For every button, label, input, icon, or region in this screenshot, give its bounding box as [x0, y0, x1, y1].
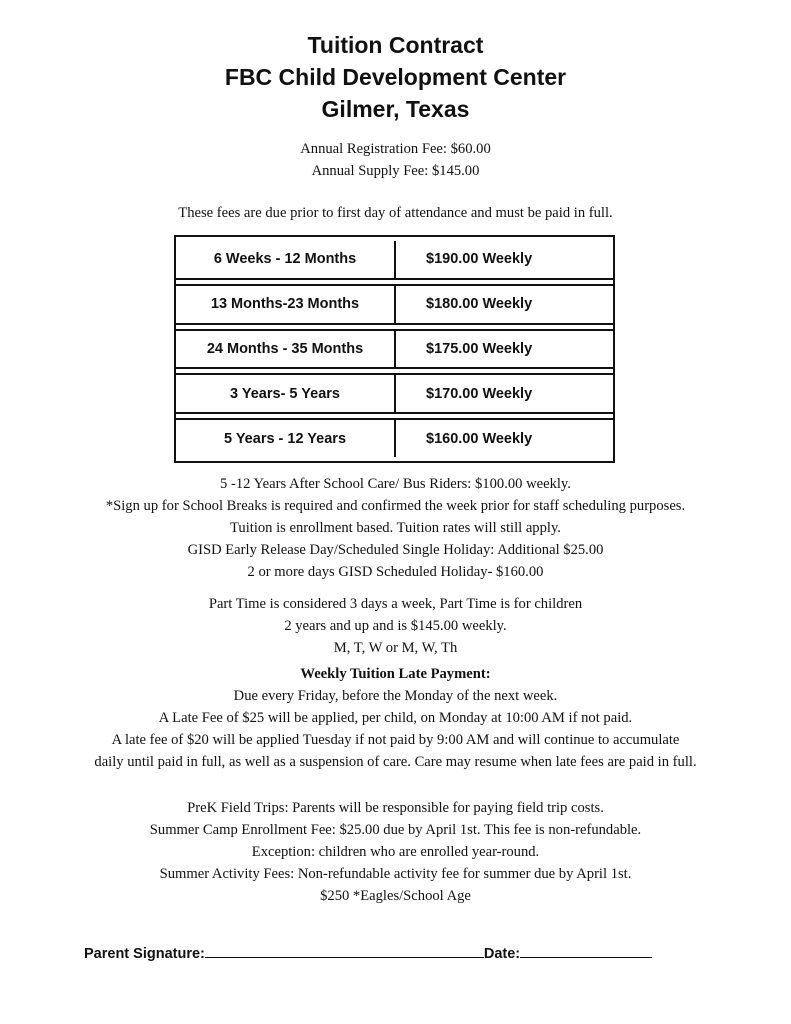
parent-signature-label: Parent Signature: — [84, 946, 205, 962]
table-row — [176, 418, 613, 457]
after-school-line: Tuition is enrollment based. Tuition rates will still apply. — [230, 520, 561, 536]
age-range-cell: 13 Months-23 Months — [176, 284, 396, 325]
extras-line: $250 *Eagles/School Age — [320, 888, 471, 904]
age-range-cell: 3 Years- 5 Years — [176, 373, 396, 414]
after-school-line: 2 or more days GISD Scheduled Holiday- $160.00 — [247, 564, 544, 580]
fees-due-note: These fees are due prior to first day of attendance and must be paid in full. — [178, 205, 613, 221]
weekly-rate-cell: $160.00 Weekly — [396, 418, 613, 457]
part-time-line: Part Time is considered 3 days a week, Part Time is for children — [208, 596, 583, 612]
part-time-line: 2 years and up and is $145.00 weekly. — [284, 618, 507, 634]
tuition-rate-table — [174, 235, 615, 463]
table-row — [176, 373, 613, 414]
after-school-line: *Sign up for School Breaks is required and confirmed the week prior for staff scheduling purposes. — [105, 498, 686, 514]
center-name: FBC Child Development Center — [224, 64, 567, 90]
late-payment-line: A Late Fee of $25 will be applied, per child, on Monday at 10:00 AM if not paid. — [158, 710, 633, 726]
late-payment-line: Due every Friday, before the Monday of the next week. — [233, 688, 558, 704]
part-time-line: M, T, W or M, W, Th — [333, 640, 458, 656]
extras-line: Summer Camp Enrollment Fee: $25.00 due by April 1st. This fee is non-refundable. — [149, 822, 642, 838]
weekly-rate-cell: $190.00 Weekly — [396, 241, 613, 280]
table-row — [176, 329, 613, 370]
signature-row — [84, 943, 652, 962]
registration-fee: Annual Registration Fee: $60.00 — [300, 141, 491, 157]
late-payment-line: daily until paid in full, as well as a suspension of care. Care may resume when late fees are paid in full. — [94, 754, 697, 770]
center-location: Gilmer, Texas — [321, 96, 470, 122]
weekly-rate-cell: $175.00 Weekly — [396, 329, 613, 370]
age-range-cell: 5 Years - 12 Years — [176, 418, 396, 457]
extras-line: PreK Field Trips: Parents will be responsible for paying field trip costs. — [187, 800, 604, 816]
weekly-rate-cell: $180.00 Weekly — [396, 284, 613, 325]
age-range-cell: 6 Weeks - 12 Months — [176, 241, 396, 280]
parent-signature-line[interactable] — [205, 943, 484, 958]
date-line[interactable] — [520, 943, 652, 958]
supply-fee: Annual Supply Fee: $145.00 — [311, 163, 480, 179]
late-payment-heading: Weekly Tuition Late Payment: — [300, 666, 491, 682]
date-label: Date: — [483, 946, 521, 962]
after-school-line: GISD Early Release Day/Scheduled Single Holiday: Additional $25.00 — [187, 542, 604, 558]
late-payment-line: A late fee of $20 will be applied Tuesday if not paid by 9:00 AM and will continue to accumulate — [111, 732, 680, 748]
table-row — [176, 241, 613, 280]
age-range-cell: 24 Months - 35 Months — [176, 329, 396, 370]
page-title: Tuition Contract — [307, 32, 484, 58]
after-school-line: 5 -12 Years After School Care/ Bus Riders: $100.00 weekly. — [220, 476, 571, 492]
weekly-rate-cell: $170.00 Weekly — [396, 373, 613, 414]
table-row — [176, 284, 613, 325]
extras-line: Exception: children who are enrolled year-round. — [251, 844, 540, 860]
extras-line: Summer Activity Fees: Non-refundable activity fee for summer due by April 1st. — [159, 866, 632, 882]
